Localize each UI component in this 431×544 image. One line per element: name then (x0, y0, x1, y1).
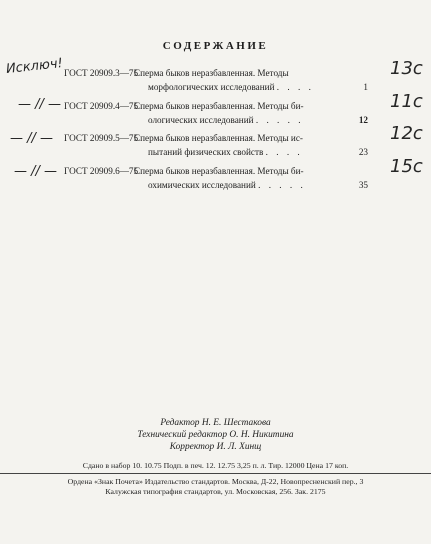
handwritten-note: — // — (14, 164, 58, 179)
gost-number: ГОСТ 20909.4—75 (64, 101, 139, 111)
handwritten-note: — // — (10, 131, 54, 146)
printer-line: Калужская типография стандартов, ул. Московская, 256. Зак. 2175 (105, 487, 326, 496)
handwritten-page-count: 11с (390, 91, 423, 112)
handwritten-note: — // — (18, 97, 62, 112)
entry-title-line1: Сперма быков неразбавленная. Методы ис- (134, 133, 303, 143)
entry-title-line2: охимических исследований . . . . . (148, 180, 306, 190)
gost-number: ГОСТ 20909.5—75 (64, 133, 139, 143)
handwritten-page-count: 15с (390, 156, 423, 177)
handwritten-page-count: 12с (390, 123, 423, 144)
page-number: 12 (358, 115, 368, 125)
imprint-corrector: Корректор И. Л. Хинщ (169, 442, 262, 452)
gost-number: ГОСТ 20909.3—75 (64, 68, 139, 78)
gost-number: ГОСТ 20909.6—75 (64, 166, 139, 176)
entry-title-line1: Сперма быков неразбавленная. Методы (134, 68, 289, 78)
entry-title-line1: Сперма быков неразбавленная. Методы би- (134, 166, 304, 176)
entry-title-line2: ологических исследований . . . . . (148, 115, 304, 125)
handwritten-page-count: 13с (390, 58, 423, 79)
page-number: 23 (358, 147, 368, 157)
imprint-editor: Редактор Н. Е. Шестакова (160, 418, 271, 428)
publisher-line: Ордена «Знак Почета» Издательство стандартов. Москва, Д-22, Новопресненский пер., 3 (67, 477, 364, 486)
page-number: 1 (363, 82, 368, 92)
entry-title-line2: пытаний физических свойств . . . . (148, 147, 303, 157)
print-info: Сдано в набор 10. 10.75 Подп. в печ. 12. 12.75 3,25 п. л. Тир. 12000 Цена 17 коп. (0, 461, 431, 474)
imprint-tech-editor: Технический редактор О. Н. Никитина (137, 430, 294, 440)
handwritten-note: Исключ! (5, 56, 64, 77)
entry-title-line1: Сперма быков неразбавленная. Методы би- (134, 101, 304, 111)
entry-title-line2: морфологических исследований . . . . (148, 82, 314, 92)
contents-title: СОДЕРЖАНИЕ (162, 40, 269, 52)
page-number: 35 (358, 180, 368, 190)
